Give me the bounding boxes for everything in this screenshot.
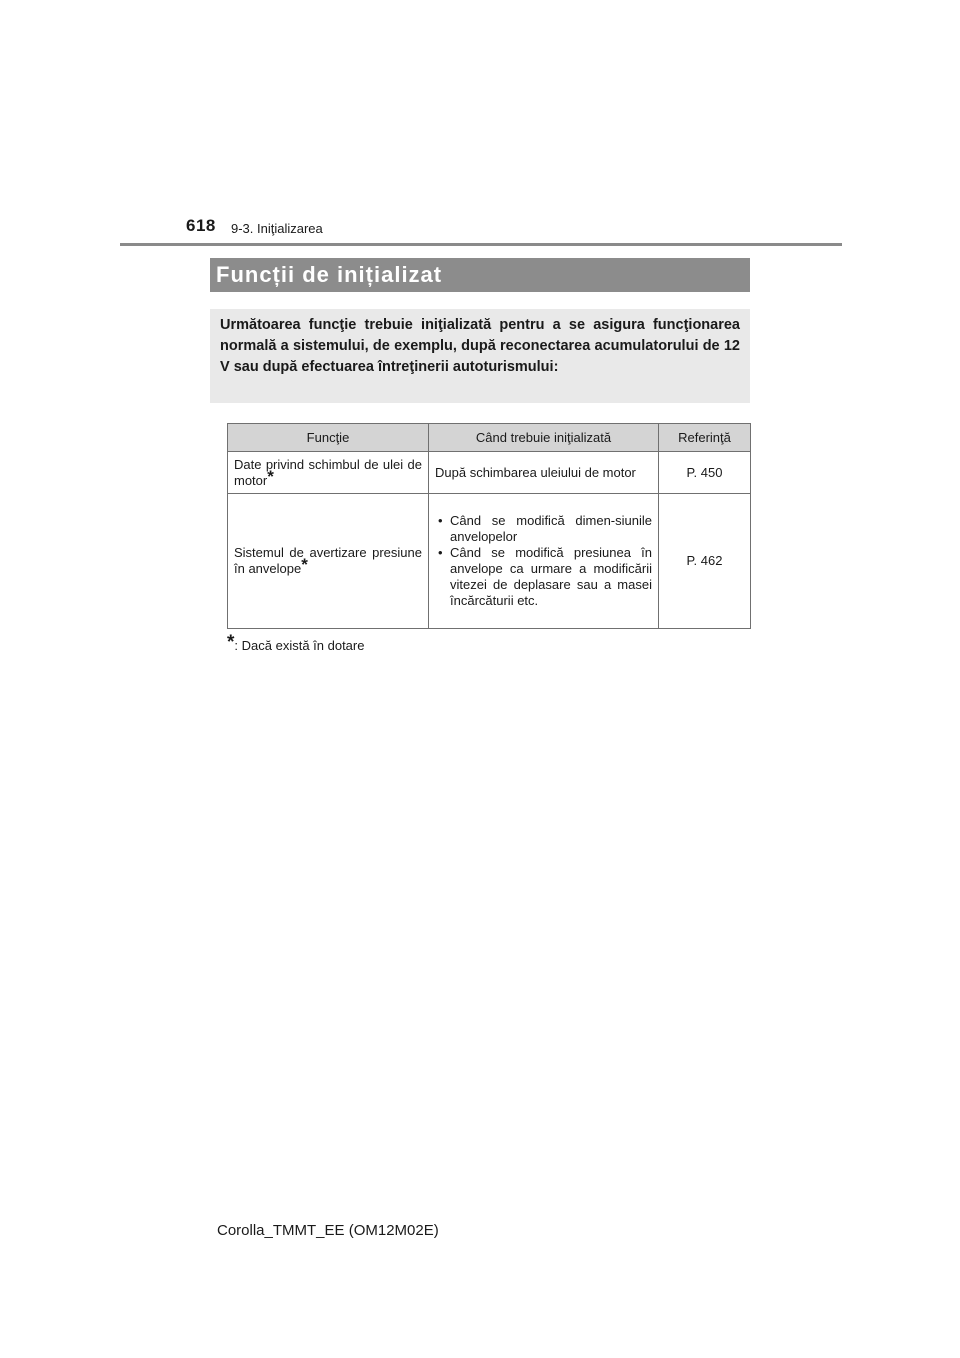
section-title: 9-3. Iniţializarea [231, 221, 323, 236]
function-cell [228, 494, 429, 629]
function-name: Date privind schimbul de ulei de motor [234, 456, 422, 488]
when-text: După schimbarea uleiului de motor [435, 464, 636, 480]
when-cell [429, 494, 659, 629]
initialization-table [227, 423, 751, 629]
column-header-when: Când trebuie iniţializată [429, 424, 659, 452]
when-cell [429, 452, 659, 494]
list-item: • Când se modifică presiunea în anvelope ca urmare a modificării vitezei de deplasare sau a masei încărcăturii etc. [435, 545, 652, 609]
footnote-text: : Dacă există în dotare [234, 638, 365, 653]
table-header-row [228, 424, 751, 452]
intro-note: Următoarea funcţie trebuie iniţializată pentru a se asigura funcţionarea normală a sistemului, de exemplu, după reconectarea acumulatorului de 12 V sau după efectuarea întreţinerii autoturismului: [210, 309, 750, 403]
footnote-marker: * [227, 632, 235, 653]
table-row [228, 494, 751, 629]
column-header-function: Funcţie [228, 424, 429, 452]
page-number: 618 [186, 216, 216, 235]
list-item: • Când se modifică dimen-siunile anvelopelor [435, 513, 652, 545]
header-divider [120, 243, 842, 246]
table-row [228, 452, 751, 494]
function-cell [228, 452, 429, 494]
footnote-marker: * [267, 466, 274, 486]
reference-cell: P. 462 [659, 494, 751, 629]
column-header-reference: Referinţă [659, 424, 751, 452]
reference-cell: P. 450 [659, 452, 751, 494]
when-list [435, 513, 652, 609]
function-name: Sistemul de avertizare presiune în anvelope [234, 545, 422, 576]
footnote-marker: * [301, 555, 308, 574]
page-title: Funcții de inițializat [210, 258, 750, 292]
footer-model-code: Corolla_TMMT_EE (OM12M02E) [217, 1222, 439, 1239]
footnote [227, 632, 365, 653]
